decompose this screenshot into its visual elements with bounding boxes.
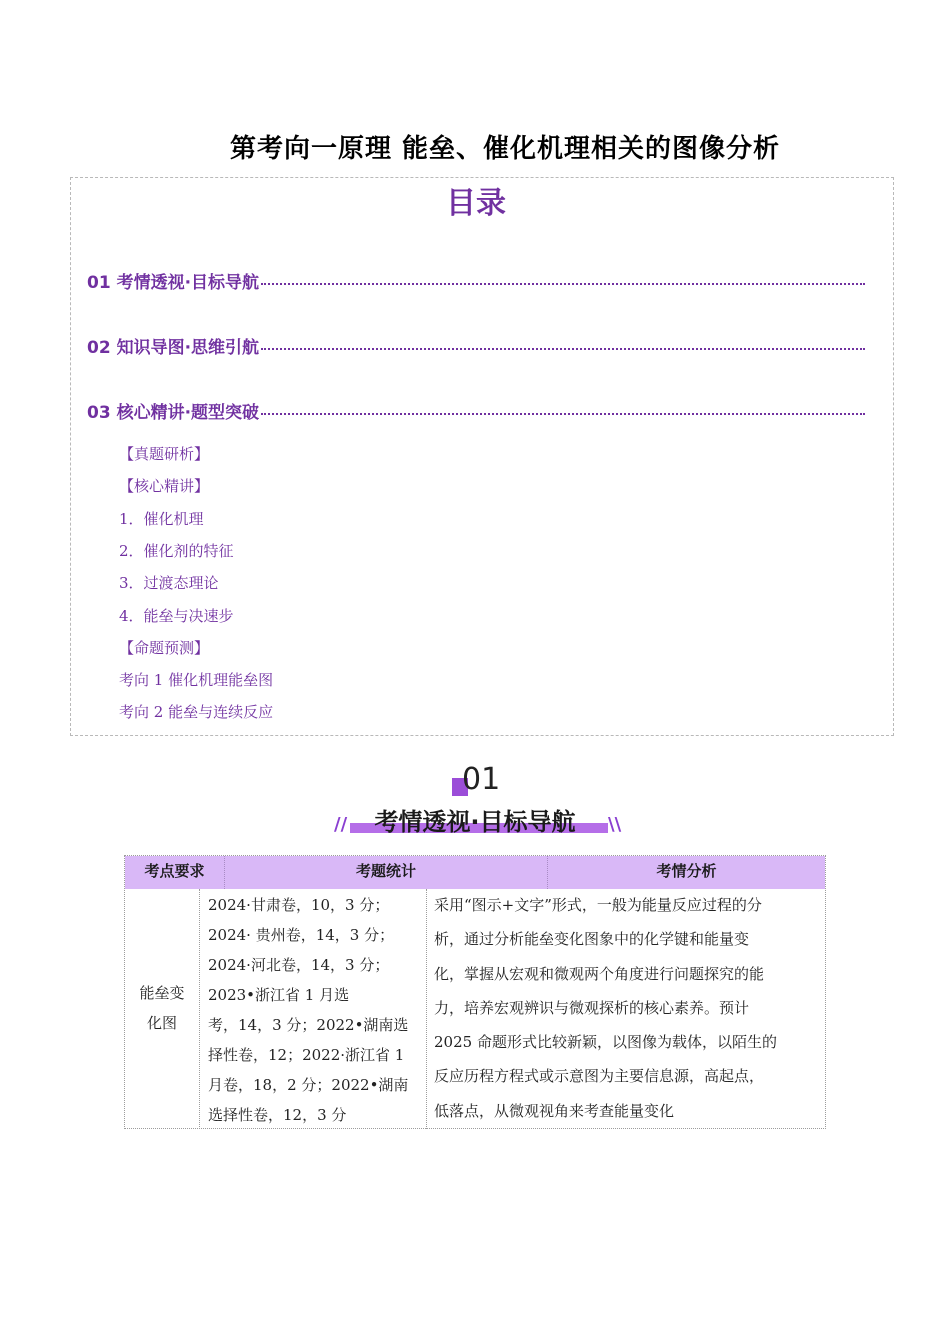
header-cell-requirement: 考点要求: [125, 856, 225, 889]
stat-line: 2024· 贵州卷，14，3 分；: [208, 926, 395, 944]
header-cell-statistics: 考题统计: [225, 856, 548, 889]
toc-sub-item[interactable]: 【真题研析】: [119, 445, 210, 463]
stat-line: 2024·甘肃卷，10，3 分；: [208, 896, 390, 914]
stat-line: 考，14，3 分；2022•湖南选: [208, 1016, 409, 1034]
analysis-line: 析，通过分析能垒变化图象中的化学键和能量变: [434, 930, 750, 949]
analysis-line: 反应历程方程式或示意图为主要信息源，高起点，: [434, 1067, 765, 1086]
toc-item-02[interactable]: [87, 333, 865, 358]
toc-heading: 目录: [446, 186, 506, 221]
toc-item-label: 03 核心精讲·题型突破: [87, 403, 260, 423]
toc-sub-item[interactable]: 考向 1 催化机理能垒图: [119, 671, 274, 689]
toc-sub-item[interactable]: 【核心精讲】: [119, 477, 210, 495]
header-cell-analysis: 考情分析: [656, 862, 717, 880]
topic-text: 能垒变: [139, 984, 185, 1002]
toc-sub-item[interactable]: 【命题预测】: [119, 639, 210, 657]
table-of-contents: [70, 177, 894, 736]
toc-sub-item[interactable]: 4．能垒与决速步: [119, 607, 234, 625]
section-title: 考情透视·目标导航: [374, 808, 576, 836]
toc-leader-dots: [261, 283, 865, 285]
analysis-line: 2025 命题形式比较新颖，以图像为载体，以陌生的: [434, 1033, 777, 1052]
toc-leader-dots: [261, 348, 865, 350]
toc-item-01[interactable]: [87, 268, 865, 293]
stat-line: 选择性卷，12，3 分: [208, 1106, 347, 1124]
analysis-line: 采用“图示+文字”形式，一般为能量反应过程的分: [434, 896, 762, 914]
analysis-cell: [434, 888, 824, 1128]
analysis-line: 低落点，从微观视角来考查能量变化: [434, 1101, 675, 1120]
toc-sub-item[interactable]: 1．催化机理: [119, 510, 204, 528]
analysis-line: 化，掌握从宏观和微观两个角度进行问题探究的能: [434, 964, 765, 983]
stat-line: 2023•浙江省 1 月选: [208, 986, 350, 1004]
toc-sub-item[interactable]: 3．过渡态理论: [119, 574, 219, 592]
stat-line: 择性卷，12；2022·浙江省 1: [208, 1046, 405, 1064]
toc-sub-item[interactable]: 考向 2 能垒与连续反应: [119, 703, 274, 721]
table-header-row: [125, 856, 825, 889]
stat-line: 2024·河北卷，14，3 分；: [208, 956, 390, 974]
column-divider: [426, 889, 427, 1129]
analysis-line: 力，培养宏观辨识与微观探析的核心素养。预计: [434, 998, 750, 1017]
right-deco-slashes: \\: [608, 814, 622, 835]
statistics-cell: [208, 890, 423, 1130]
left-deco-slashes: //: [334, 814, 348, 835]
toc-leader-dots: [261, 413, 865, 415]
toc-item-label: 02 知识导图·思维引航: [87, 338, 260, 358]
topic-cell: [125, 978, 199, 1038]
topic-text: 化图: [146, 1014, 177, 1032]
section-number: 01: [462, 762, 501, 797]
toc-item-label: 01 考情透视·目标导航: [87, 273, 260, 293]
stat-line: 月卷，18，2 分；2022•湖南: [208, 1076, 409, 1094]
toc-sub-item[interactable]: 2．催化剂的特征: [119, 542, 234, 560]
toc-item-03[interactable]: [87, 398, 865, 423]
exam-analysis-table: [124, 855, 826, 1129]
document-title: 第考向一原理 能垒、催化机理相关的图像分析: [229, 134, 781, 164]
column-divider: [199, 889, 200, 1129]
